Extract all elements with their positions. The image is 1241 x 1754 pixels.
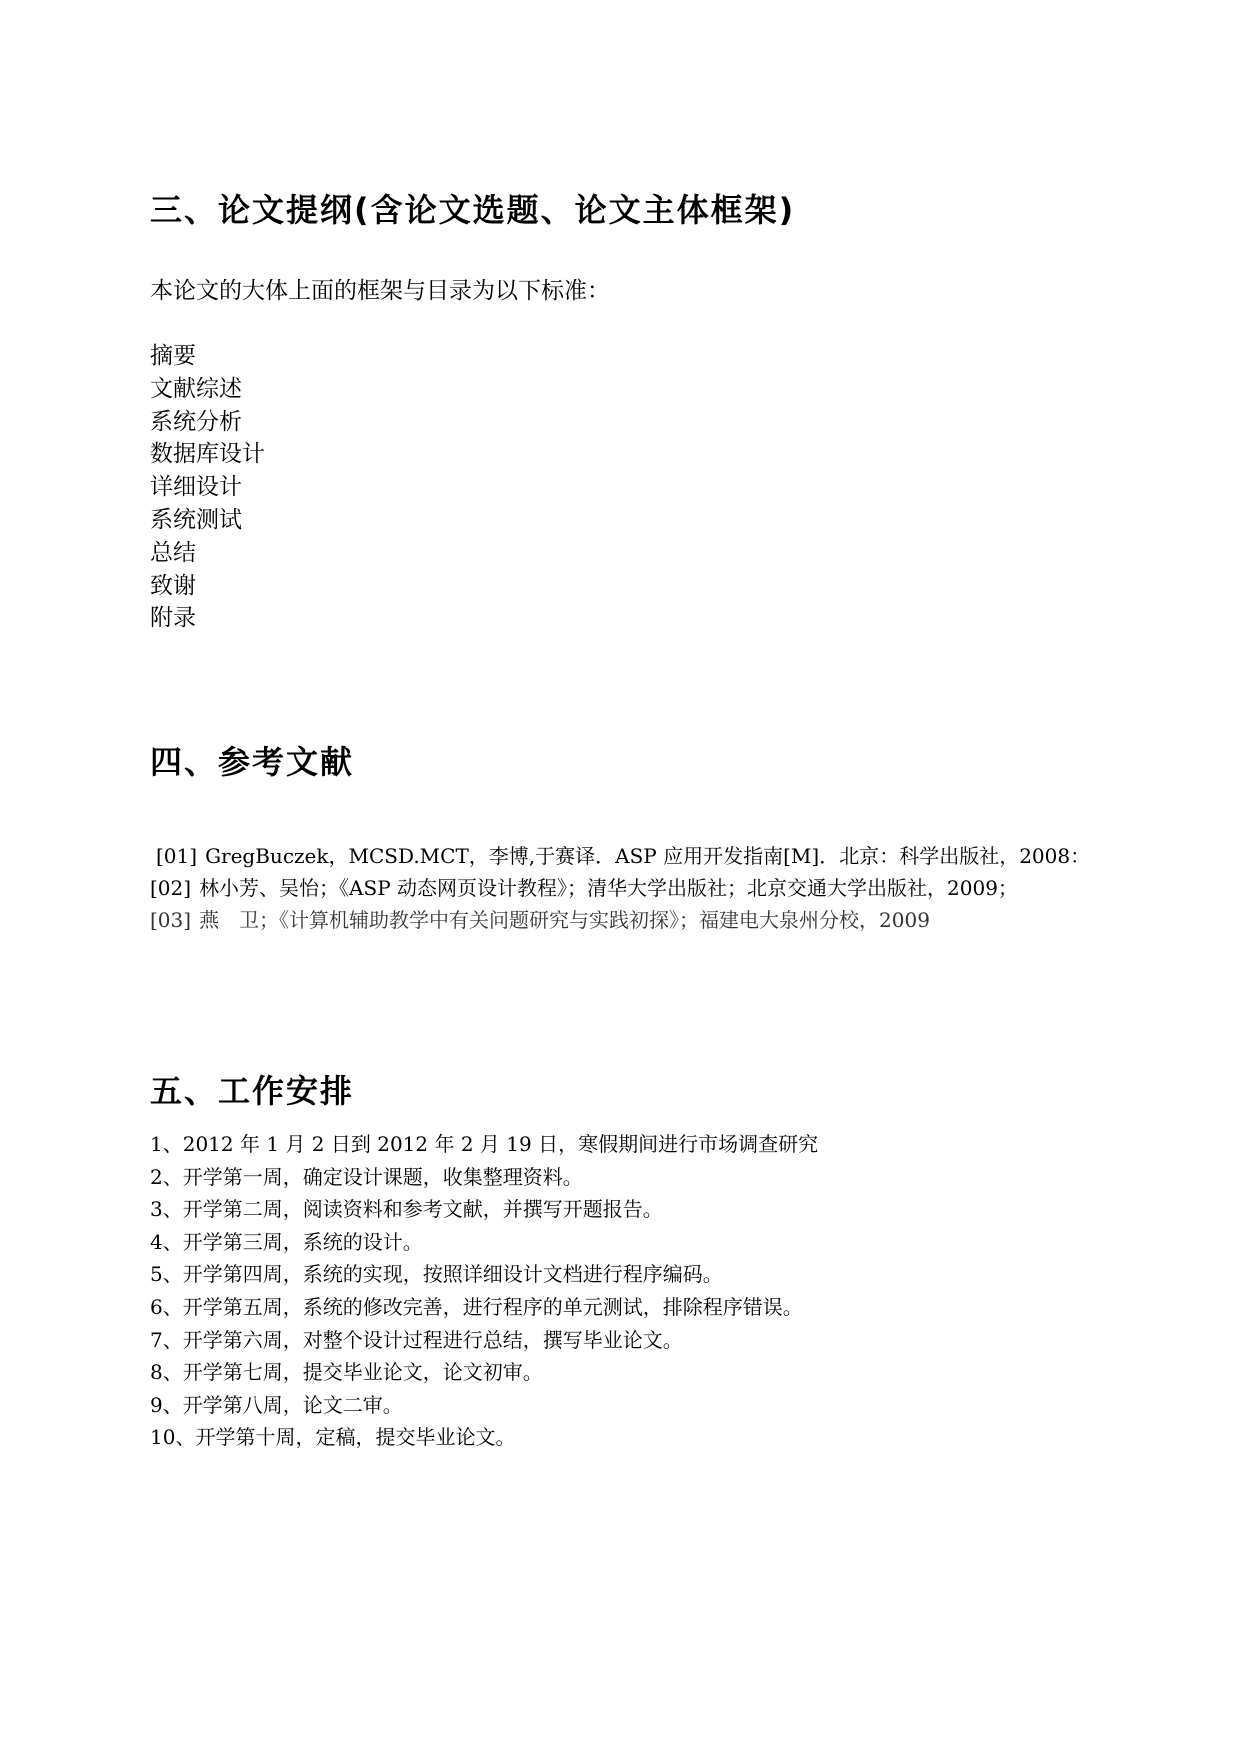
outline-item: 总结 xyxy=(150,539,196,566)
schedule-item: 2、开学第一周，确定设计课题，收集整理资料。 xyxy=(150,1164,583,1189)
reference-number: [02] xyxy=(150,876,192,900)
schedule-item: 6、开学第五周，系统的修改完善，进行程序的单元测试，排除程序错误。 xyxy=(150,1294,803,1319)
schedule-item: 4、开学第三周，系统的设计。 xyxy=(150,1229,423,1254)
reference-number: [03] xyxy=(150,908,192,932)
schedule-item: 8、开学第七周，提交毕业论文，论文初审。 xyxy=(150,1360,543,1385)
reference-item xyxy=(150,904,1090,936)
reference-text: GregBuczek，MCSD.MCT，李博,于赛译．ASP 应用开发指南[M]．北京：科学出版社，2008： xyxy=(205,844,1091,868)
schedule-item: 7、开学第六周，对整个设计过程进行总结，撰写毕业论文。 xyxy=(150,1327,683,1352)
schedule-item: 3、开学第二周，阅读资料和参考文献，并撰写开题报告。 xyxy=(150,1197,663,1222)
schedule-item: 1、2012 年 1 月 2 日到 2012 年 2 月 19 日，寒假期间进行市场调查研究 xyxy=(150,1132,819,1156)
schedule-item: 10、开学第十周，定稿，提交毕业论文。 xyxy=(150,1425,516,1450)
reference-item xyxy=(150,872,1090,904)
schedule-item: 9、开学第八周，论文二审。 xyxy=(150,1392,403,1417)
outline-list xyxy=(150,340,265,635)
outline-item: 系统测试 xyxy=(150,506,242,533)
section-3-heading: 三、论文提纲(含论文选题、论文主体框架) xyxy=(150,191,796,229)
outline-item: 数据库设计 xyxy=(150,441,265,468)
outline-item: 系统分析 xyxy=(150,408,242,435)
work-schedule-list xyxy=(150,1128,818,1454)
section-4-heading: 四、参考文献 xyxy=(150,743,355,781)
reference-text: 燕 卫；《计算机辅助教学中有关问题研究与实践初探》；福建电大泉州分校，2009 xyxy=(199,908,930,932)
section-5-heading: 五、工作安排 xyxy=(150,1072,355,1110)
outline-item: 详细设计 xyxy=(150,474,242,501)
outline-item: 致谢 xyxy=(150,572,196,599)
outline-item: 附录 xyxy=(150,605,196,632)
outline-item: 文献综述 xyxy=(150,375,242,402)
outline-intro: 本论文的大体上面的框架与目录为以下标准： xyxy=(150,278,610,304)
outline-item: 摘要 xyxy=(150,343,196,369)
reference-number: [01] xyxy=(156,844,198,868)
reference-list xyxy=(150,840,1090,936)
reference-item xyxy=(150,840,1090,872)
schedule-item: 5、开学第四周，系统的实现，按照详细设计文档进行程序编码。 xyxy=(150,1262,723,1287)
reference-text: 林小芳、吴怡；《ASP 动态网页设计教程》；清华大学出版社；北京交通大学出版社，2009； xyxy=(199,876,1018,900)
